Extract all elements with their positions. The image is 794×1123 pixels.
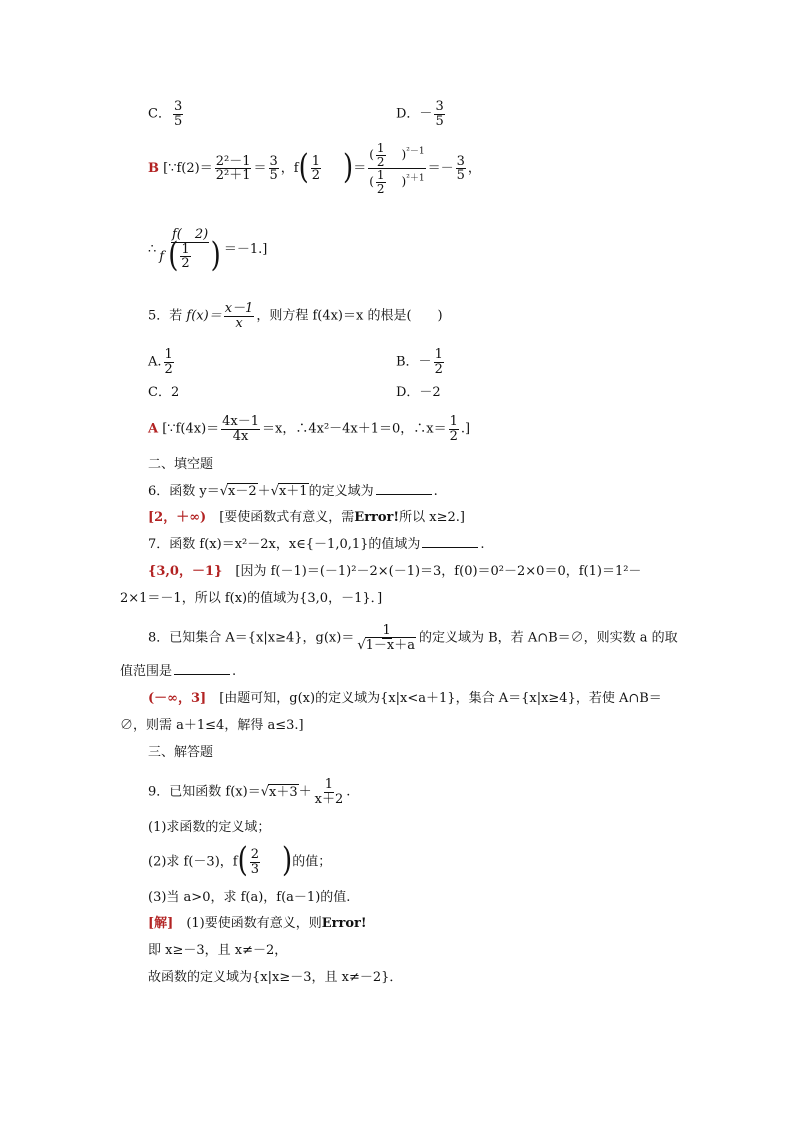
q9-part-2: (2)求 f(－3)，f ( $\frac{2}{3}$ ) 的值； <box>148 841 332 881</box>
q9-solution-line2: 即 x≥－3，且 x≠－2， <box>148 943 288 958</box>
q8-stem: 8．已知集合 A＝{x|x≥4}，g(x)＝ $\frac{1}{√1-x+a}$ 的定义域为 B，若 A∩B＝∅，则实数 a 的取 <box>148 623 678 653</box>
fraction: $\frac{3}{5}$ <box>173 99 183 129</box>
q6-stem: 6．函数 y＝√x－2＋√x＋1的定义域为 . <box>148 484 438 499</box>
option-label: D．－ <box>396 106 433 122</box>
answer-blank <box>174 662 230 675</box>
q5-answer: A [∵f(4x)＝ $\frac{4x-1}{4x}$ ＝x，∴4x²－4x＋1＝0，∴x＝ $\frac{1}{2}$ .] <box>148 414 471 444</box>
q4-answer-ratio: ∴ f( 2) f ( $\frac{1}{2}$ ) ＝－1.] <box>148 227 268 275</box>
q7-stem: 7．函数 f(x)＝x²－2x，x∈{－1,0,1}的值域为 . <box>148 537 485 552</box>
q6-answer: [2，＋∞) [要使函数式有意义，需Error!所以 x≥2.] <box>148 510 465 525</box>
q9-solution: [解] (1)要使函数有意义，则Error! <box>148 916 367 931</box>
q7-answer: {3,0，－1} [因为 f(－1)＝(－1)²－2×(－1)＝3，f(0)＝0²－2×0＝0，f(1)＝1²－ <box>148 564 642 579</box>
answer-blank <box>376 482 432 495</box>
q4-answer: B [∵f(2)＝ $\frac{\text{2²－1}}{\text{2²＋1}}$ ＝ $\frac{3}{5}$ ，f ( $\frac{1}{2}$ ) ＝ ( $\frac{1}{2}$ )$^{^2-1}$ ( $\frac{1}{2}$ )$^{^2+1}$ ＝－ $\frac{3}{5}$ ， <box>148 141 481 196</box>
q5-stem: 5．若 f(x)＝ $\frac{x-1}{x}$ ，则方程 f(4x)＝x 的根是( ) <box>148 301 443 331</box>
q7-answer-cont: 2×1＝－1，所以 f(x)的值域为{3,0，－1}．] <box>120 591 383 606</box>
section-heading: 二、填空题 <box>148 457 214 472</box>
q8-stem-cont: 值范围是 . <box>120 664 237 679</box>
answer-letter: A <box>148 421 159 437</box>
q5-option-c: C．2 <box>148 385 180 400</box>
fraction: $\frac{3}{5}$ <box>435 99 444 129</box>
q8-answer-cont: ∅，则需 a＋1≤4，解得 a≤3.] <box>120 718 304 733</box>
q5-option-d: D．－2 <box>396 385 441 400</box>
q4-option-d <box>396 100 447 128</box>
big-fraction: ( $\frac{1}{2}$ )$^{^2-1}$ ( $\frac{1}{2}$ )$^{^2+1}$ <box>369 141 425 196</box>
q5-option-b: B．－ $\frac{1}{2}$ <box>396 347 443 377</box>
q4-option-c <box>148 100 185 128</box>
answer-letter: B <box>148 161 159 177</box>
section-heading: 三、解答题 <box>148 745 214 760</box>
answer-blank <box>422 535 478 548</box>
q9-stem: 9．已知函数 f(x)＝√x＋3＋ $\frac{1}{x+2}$ . <box>148 777 351 807</box>
q8-answer: (－∞，3] [由题可知，g(x)的定义域为{x|x<a＋1}，集合 A＝{x|x≥4}，若使 A∩B＝ <box>148 691 662 706</box>
q9-solution-line3: 故函数的定义域为{x|x≥－3，且 x≠－2}． <box>148 970 403 985</box>
option-label: C． <box>148 106 171 122</box>
q5-option-a: A. $\frac{1}{2}$ <box>148 347 173 377</box>
q9-part-1: (1)求函数的定义域； <box>148 820 271 835</box>
q9-part-3: (3)当 a>0，求 f(a)，f(a－1)的值. <box>148 890 351 905</box>
